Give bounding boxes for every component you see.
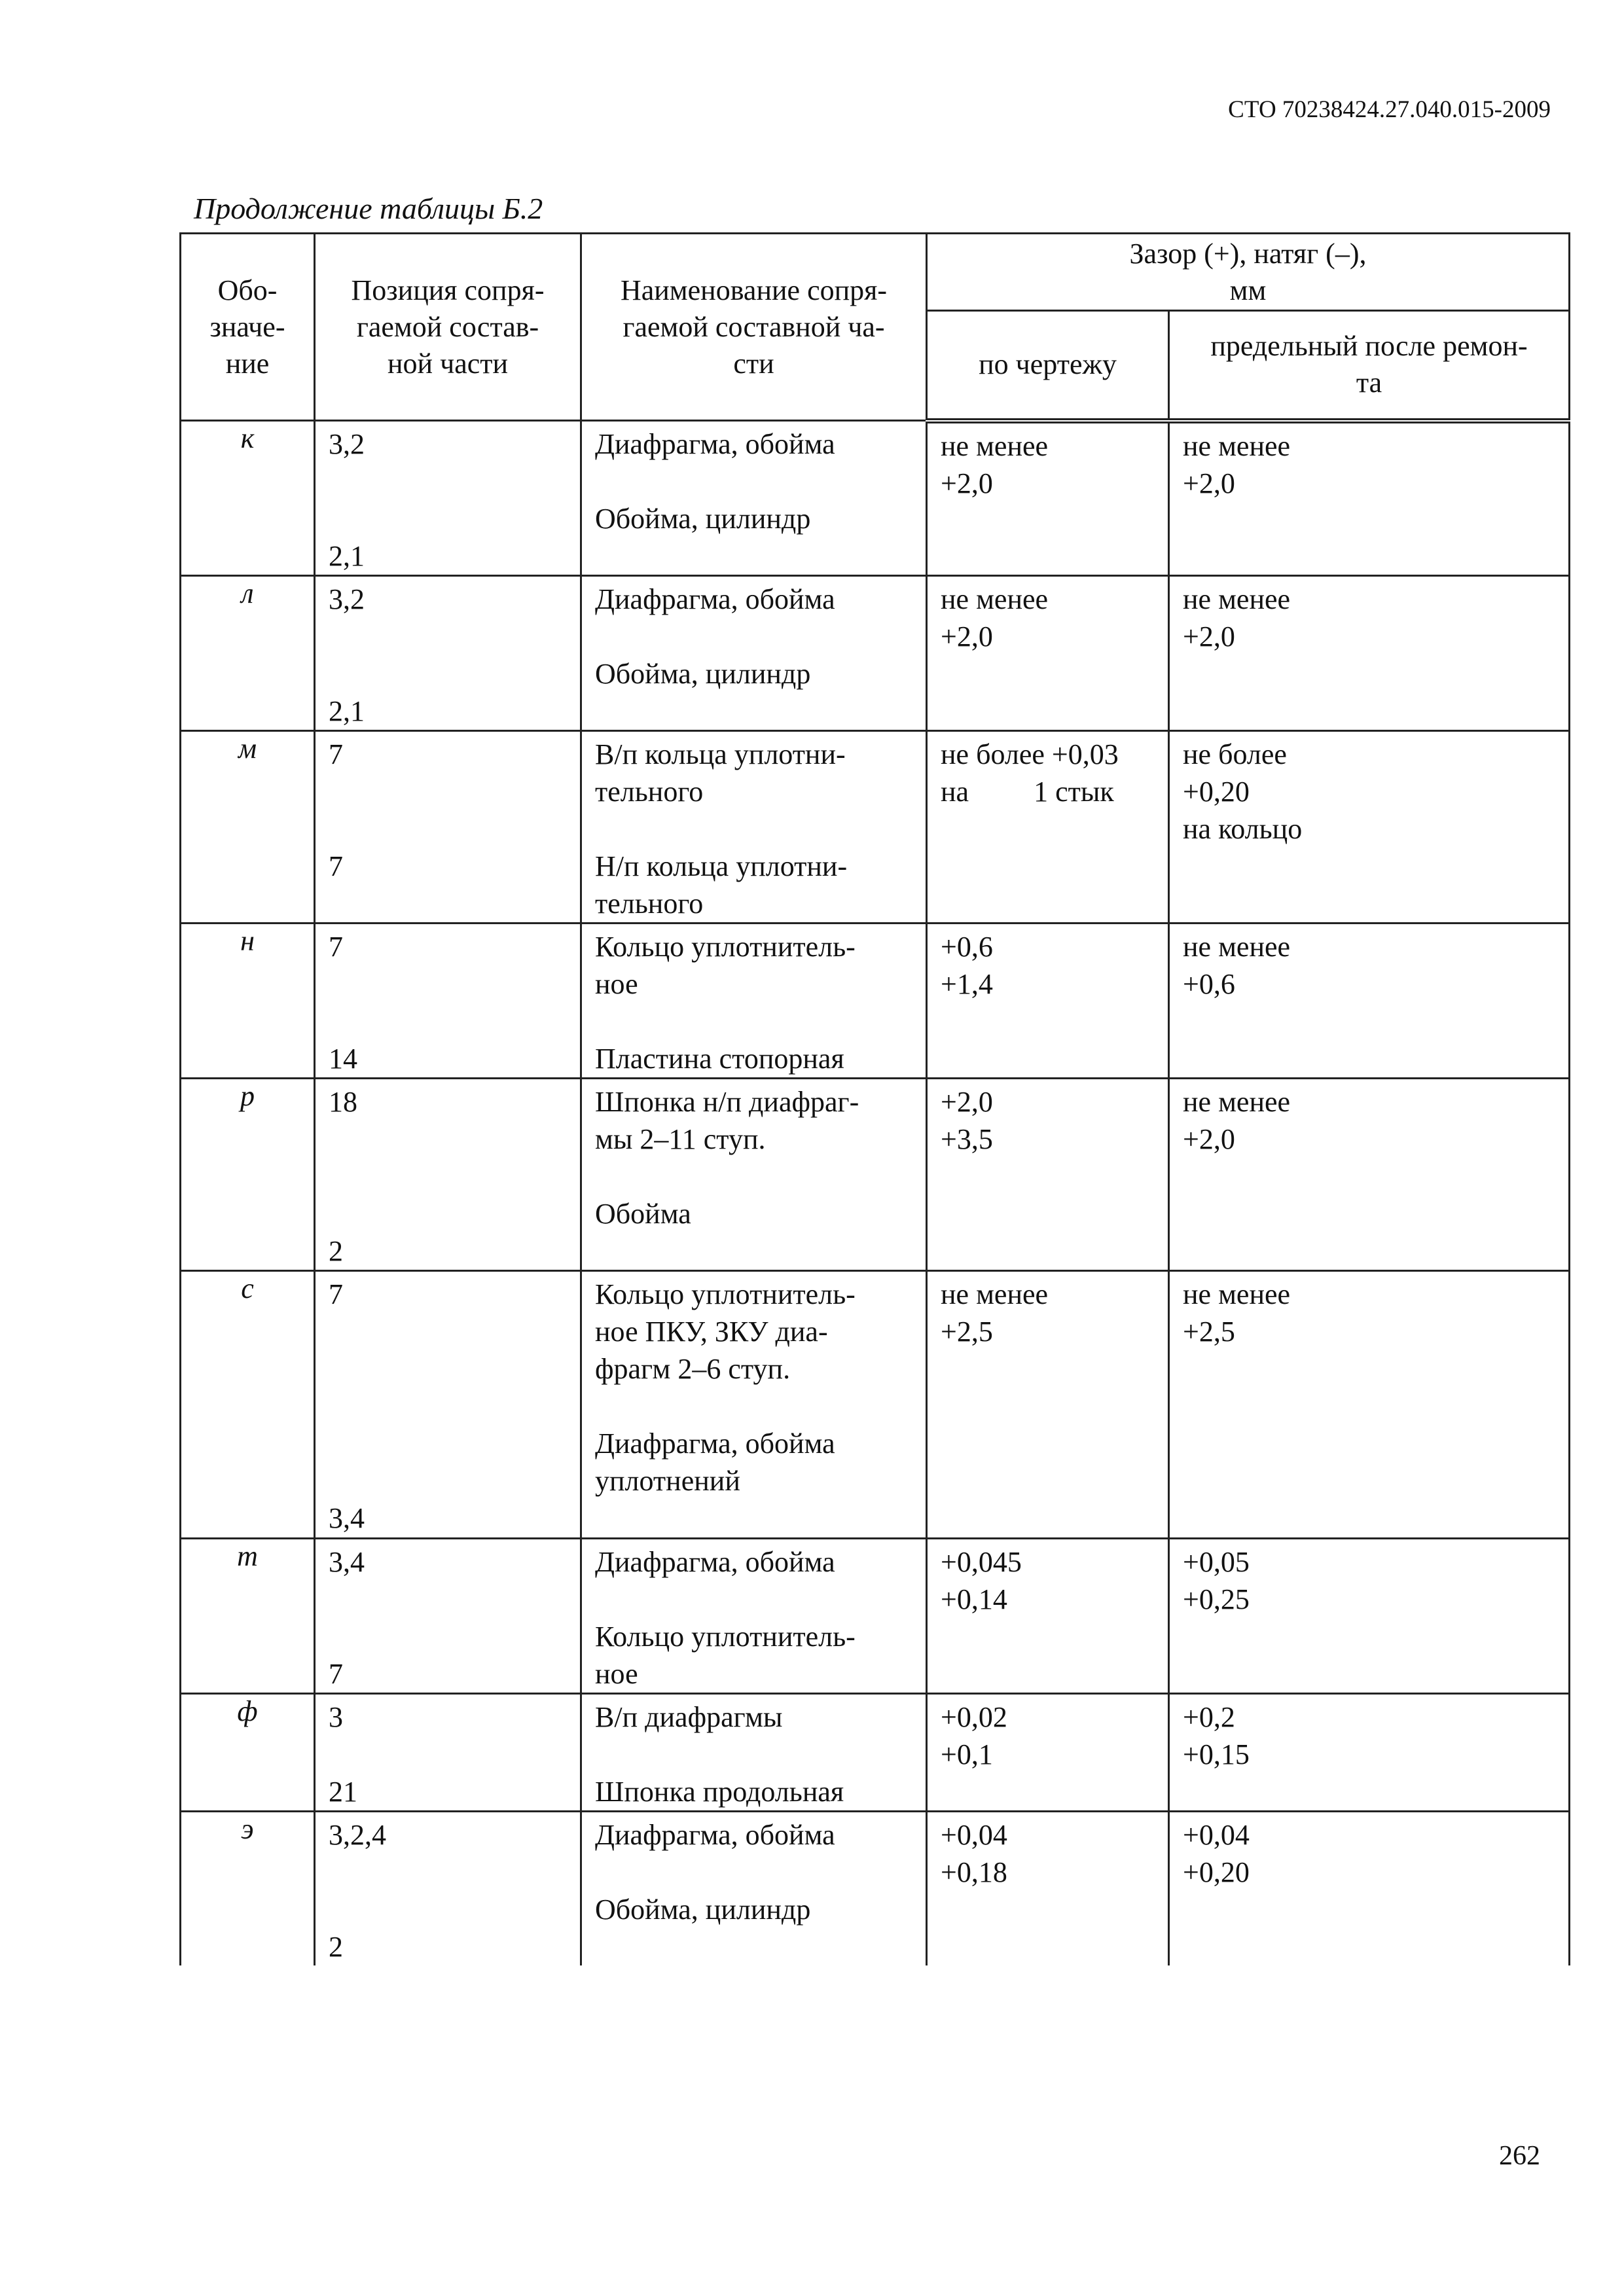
page-number: 262 xyxy=(1499,2141,1540,2171)
cell-limit: не менее +0,6 xyxy=(1169,924,1570,1079)
cell-position: 3,2 2,1 xyxy=(315,576,581,731)
cell-name: Диафрагма, обойма Обойма, цилиндр xyxy=(581,576,927,731)
cell-position: 18 2 xyxy=(315,1079,581,1271)
cell-name: Диафрагма, обойма Кольцо уплотнитель- ное xyxy=(581,1539,927,1694)
cell-limit: +0,05 +0,25 xyxy=(1169,1539,1570,1694)
table-row xyxy=(181,1812,1570,1966)
table-row xyxy=(181,924,1570,1079)
cell-designation: с xyxy=(181,1271,315,1539)
header-limit-after-repair: предельный после ремон- та xyxy=(1169,311,1570,421)
cell-by-drawing: не менее +2,0 xyxy=(927,576,1169,731)
cell-limit: не более +0,20 на кольцо xyxy=(1169,731,1570,924)
cell-designation: м xyxy=(181,731,315,924)
cell-by-drawing: +2,0 +3,5 xyxy=(927,1079,1169,1271)
cell-name: Диафрагма, обойма Обойма, цилиндр xyxy=(581,421,927,576)
table-caption: Продолжение таблицы Б.2 xyxy=(194,192,543,225)
cell-limit: не менее +2,0 xyxy=(1169,576,1570,731)
header-position: Позиция сопря- гаемой состав- ной части xyxy=(315,234,581,421)
cell-position: 3,2,4 2 xyxy=(315,1812,581,1966)
cell-limit: не менее +2,5 xyxy=(1169,1271,1570,1539)
table-row xyxy=(181,576,1570,731)
cell-position: 3,4 7 xyxy=(315,1539,581,1694)
cell-designation: т xyxy=(181,1539,315,1694)
cell-by-drawing: +0,02 +0,1 xyxy=(927,1694,1169,1812)
cell-name: Диафрагма, обойма Обойма, цилиндр xyxy=(581,1812,927,1966)
cell-name: В/п кольца уплотни- тельного Н/п кольца уплотни- тельного xyxy=(581,731,927,924)
table-row xyxy=(181,731,1570,924)
cell-name: В/п диафрагмы Шпонка продольная xyxy=(581,1694,927,1812)
document-code: СТО 70238424.27.040.015-2009 xyxy=(1228,96,1551,123)
header-designation: Обо- значе- ние xyxy=(181,234,315,421)
cell-by-drawing: не менее +2,5 xyxy=(927,1271,1169,1539)
cell-limit: не менее +2,0 xyxy=(1169,1079,1570,1271)
cell-limit: не менее +2,0 xyxy=(1169,421,1570,576)
header-name: Наименование сопря- гаемой составной ча- сти xyxy=(581,234,927,421)
cell-name: Шпонка н/п диафраг- мы 2–11 ступ. Обойма xyxy=(581,1079,927,1271)
cell-designation: л xyxy=(181,576,315,731)
cell-designation: к xyxy=(181,421,315,576)
cell-name: Кольцо уплотнитель- ное Пластина стопорная xyxy=(581,924,927,1079)
cell-by-drawing: +0,045 +0,14 xyxy=(927,1539,1169,1694)
cell-designation: э xyxy=(181,1812,315,1966)
table-row xyxy=(181,1539,1570,1694)
cell-by-drawing: +0,6 +1,4 xyxy=(927,924,1169,1079)
cell-position: 7 14 xyxy=(315,924,581,1079)
gaps-table xyxy=(179,232,1570,1965)
header-gap-group: Зазор (+), натяг (–), мм xyxy=(927,234,1570,311)
header-by-drawing: по чертежу xyxy=(927,311,1169,421)
cell-position: 3,2 2,1 xyxy=(315,421,581,576)
cell-designation: ф xyxy=(181,1694,315,1812)
cell-by-drawing: не менее +2,0 xyxy=(927,421,1169,576)
cell-designation: н xyxy=(181,924,315,1079)
cell-position: 3 21 xyxy=(315,1694,581,1812)
cell-limit: +0,04 +0,20 xyxy=(1169,1812,1570,1966)
table-row xyxy=(181,1079,1570,1271)
cell-designation: р xyxy=(181,1079,315,1271)
table-row xyxy=(181,421,1570,576)
cell-by-drawing: не более +0,03 на 1 стык xyxy=(927,731,1169,924)
table-row xyxy=(181,1271,1570,1539)
cell-name: Кольцо уплотнитель- ное ПКУ, ЗКУ диа- фрагм 2–6 ступ. Диафрагма, обойма уплотнений xyxy=(581,1271,927,1539)
cell-position: 7 7 xyxy=(315,731,581,924)
table-row xyxy=(181,1694,1570,1812)
cell-by-drawing: +0,04 +0,18 xyxy=(927,1812,1169,1966)
cell-limit: +0,2 +0,15 xyxy=(1169,1694,1570,1812)
cell-position: 7 3,4 xyxy=(315,1271,581,1539)
